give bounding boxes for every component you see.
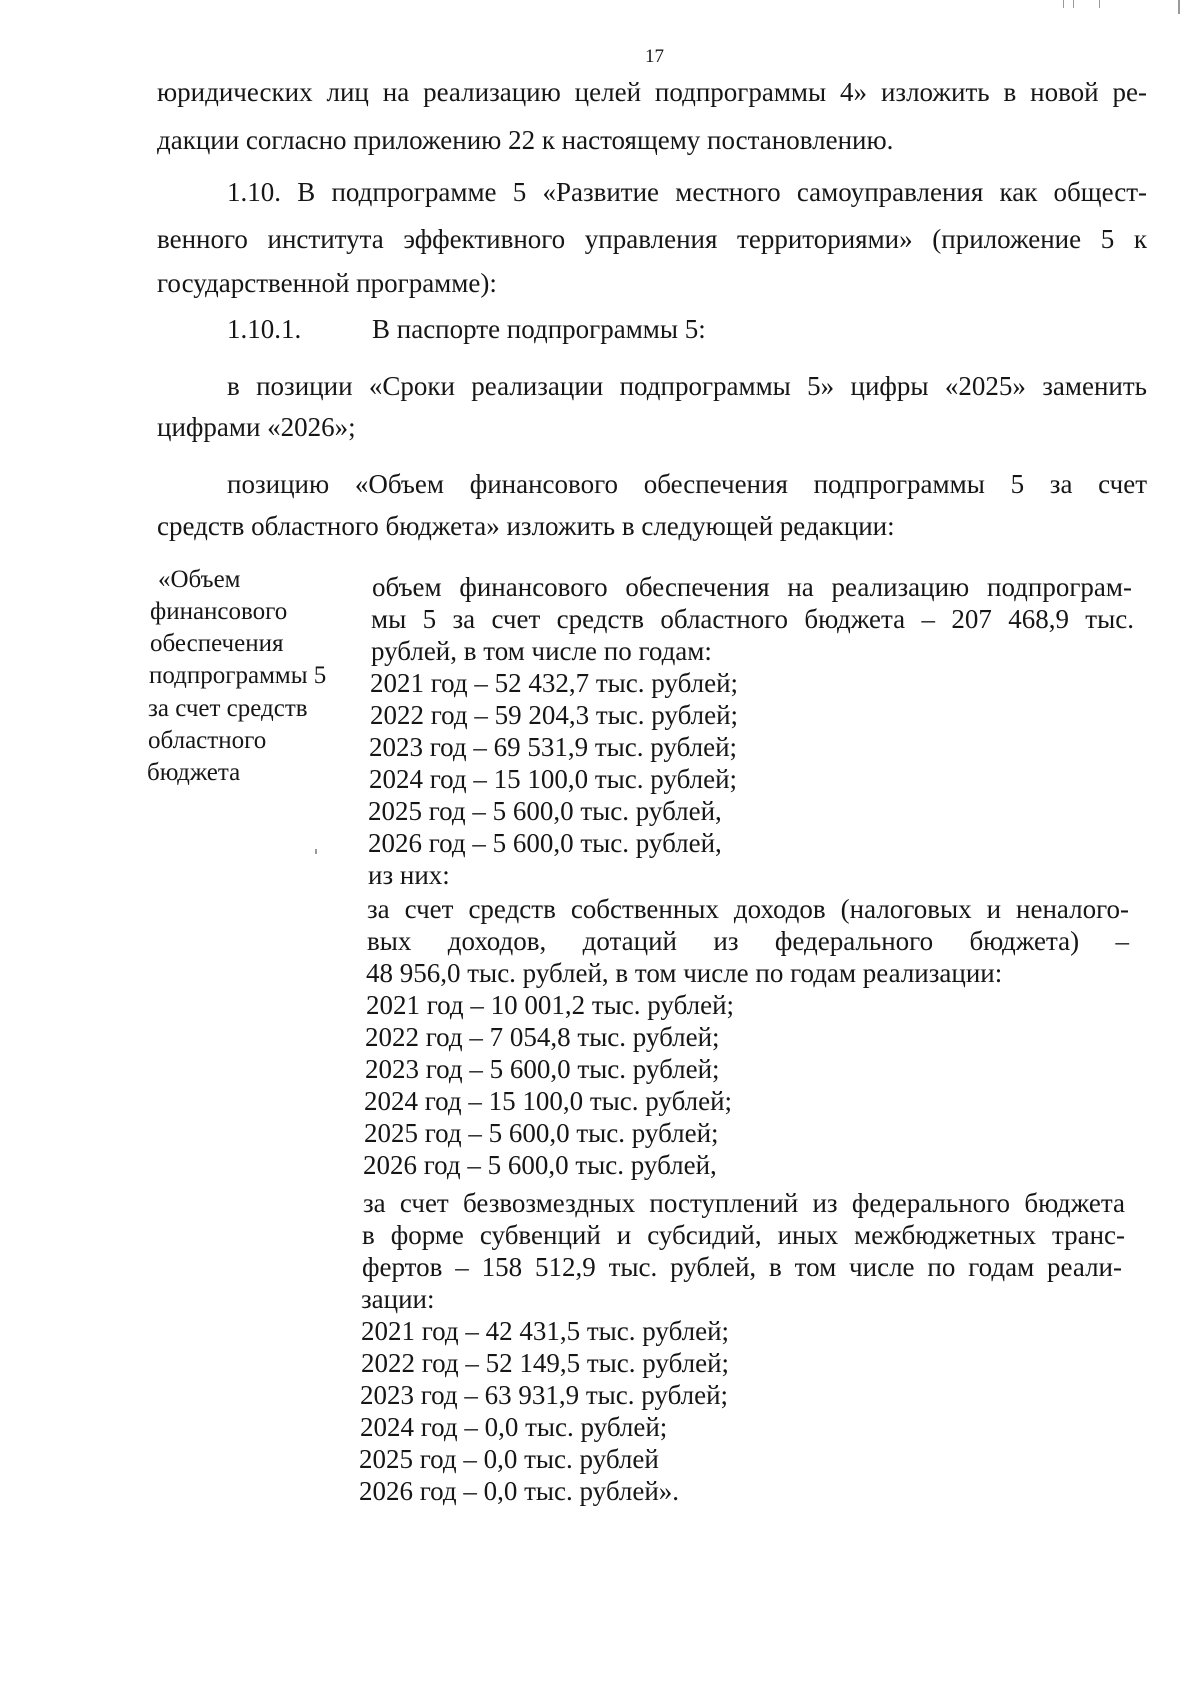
right-cell-line: рублей, в том числе по годам: [371, 636, 712, 666]
scan-mark [1178, 0, 1180, 14]
volume-line-1: позицию «Объем финансового обеспечения подпрограммы 5 за счет [227, 469, 1147, 499]
left-cell-line: за счет средств [148, 695, 308, 722]
right-cell-line: 2026 год – 0,0 тыс. рублей». [359, 1476, 680, 1506]
intro-line-2: дакции согласно приложению 22 к настоящему постановлению. [157, 125, 894, 155]
right-cell-line: 48 956,0 тыс. рублей, в том числе по годам реализации: [366, 958, 1003, 988]
item-1-10-line-1: 1.10. В подпрограмме 5 «Развитие местного самоуправления как общест- [227, 177, 1147, 207]
right-cell-line: вых доходов, дотаций из федерального бюджета) – [367, 926, 1129, 956]
right-cell-line: 2024 год – 15 100,0 тыс. рублей; [364, 1086, 733, 1116]
right-cell-line: 2025 год – 5 600,0 тыс. рублей; [364, 1118, 719, 1148]
right-cell-line: 2024 год – 15 100,0 тыс. рублей; [369, 764, 738, 794]
scan-mark [315, 849, 317, 854]
item-1-10-1-text: В паспорте подпрограммы 5: [372, 314, 706, 344]
right-cell-line: зации: [361, 1284, 435, 1314]
scan-mark [1099, 0, 1100, 8]
right-cell-line: фертов – 158 512,9 тыс. рублей, в том числе по годам реали- [362, 1252, 1122, 1282]
right-cell-line: за счет средств собственных доходов (налоговых и неналого- [367, 894, 1129, 924]
item-1-10-1-number: 1.10.1. [227, 314, 302, 344]
right-cell-line: 2021 год – 52 432,7 тыс. рублей; [370, 668, 739, 698]
right-cell-line: из них: [368, 860, 450, 890]
right-cell-line: 2022 год – 7 054,8 тыс. рублей; [365, 1022, 720, 1052]
right-cell-line: 2021 год – 42 431,5 тыс. рублей; [361, 1316, 730, 1346]
right-cell-line: 2023 год – 63 931,9 тыс. рублей; [360, 1380, 729, 1410]
right-cell-line: 2026 год – 5 600,0 тыс. рублей, [368, 828, 722, 858]
right-cell-line: 2023 год – 69 531,9 тыс. рублей; [369, 732, 738, 762]
right-cell-line: за счет безвозмездных поступлений из федерального бюджета [363, 1188, 1125, 1218]
item-1-10-line-2: венного института эффективного управления территориями» (приложение 5 к [157, 224, 1147, 254]
right-cell-line: 2022 год – 59 204,3 тыс. рублей; [370, 700, 739, 730]
right-cell-line: 2023 год – 5 600,0 тыс. рублей; [365, 1054, 720, 1084]
right-cell-line: 2024 год – 0,0 тыс. рублей; [360, 1412, 668, 1442]
left-cell-line: подпрограммы 5 [149, 662, 327, 689]
right-cell-line: 2025 год – 5 600,0 тыс. рублей, [368, 796, 722, 826]
volume-line-2: средств областного бюджета» изложить в следующей редакции: [157, 511, 895, 541]
scan-mark [1063, 0, 1064, 8]
intro-line-1: юридических лиц на реализацию целей подпрограммы 4» изложить в новой ре- [157, 77, 1147, 107]
page-number: 17 [645, 46, 664, 67]
right-cell-line: 2021 год – 10 001,2 тыс. рублей; [366, 990, 735, 1020]
scan-mark [1073, 0, 1074, 8]
right-cell-line: 2025 год – 0,0 тыс. рублей [359, 1444, 659, 1474]
terms-line-2: цифрами «2026»; [157, 412, 356, 442]
right-cell-line: мы 5 за счет средств областного бюджета – 207 468,9 тыс. [371, 604, 1134, 634]
terms-line-1: в позиции «Сроки реализации подпрограммы 5» цифры «2025» заменить [227, 371, 1147, 401]
left-cell-line: финансового [150, 598, 288, 625]
left-cell-line: обеспечения [150, 630, 284, 657]
right-cell-line: в форме субвенций и субсидий, иных межбюджетных транс- [362, 1220, 1125, 1250]
item-1-10-line-3: государственной программе): [157, 268, 497, 298]
left-cell-line: бюджета [147, 759, 241, 786]
right-cell-line: объем финансового обеспечения на реализацию подпрограм- [372, 572, 1132, 602]
right-cell-line: 2022 год – 52 149,5 тыс. рублей; [361, 1348, 730, 1378]
right-cell-line: 2026 год – 5 600,0 тыс. рублей, [363, 1150, 717, 1180]
left-cell-line: областного [148, 727, 267, 754]
left-cell-line: «Объем [158, 566, 241, 593]
